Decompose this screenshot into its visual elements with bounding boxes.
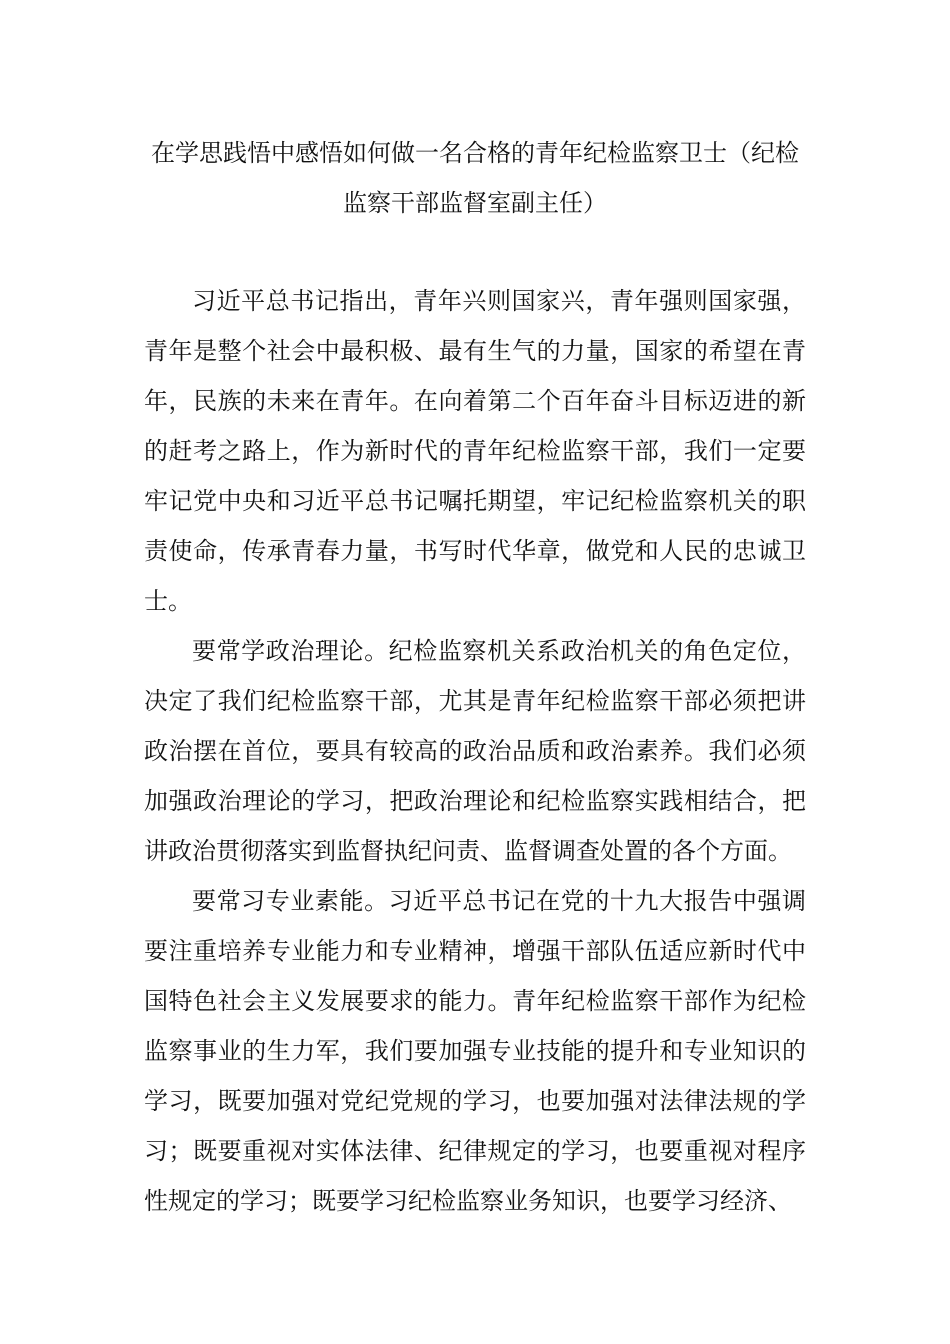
paragraph-political-theory: 要常学政治理论。纪检监察机关系政治机关的角色定位，决定了我们纪检监察干部，尤其是青年纪检监察干部必须把讲政治摆在首位，要具有较高的政治品质和政治素养。我们必须加强政治理论的学习，把政治理论和纪检监察实践相结合，把讲政治贯彻落实到监督执纪问责、监督调查处置的各个方面。: [144, 637, 806, 865]
paragraph-intro: 习近平总书记指出，青年兴则国家兴，青年强则国家强，青年是整个社会中最积极、最有生气的力量，国家的希望在青年，民族的未来在青年。在向着第二个百年奋斗目标迈进的新的赶考之路上，作为新时代的青年纪检监察干部，我们一定要牢记党中央和习近平总书记嘱托期望，牢记纪检监察机关的职责使命，传承青春力量，书写时代华章，做党和人民的忠诚卫士。: [144, 287, 806, 615]
document-title: 在学思践悟中感悟如何做一名合格的青年纪检监察卫士（纪检监察干部监督室副主任）: [151, 139, 799, 217]
document-body: [144, 276, 806, 1226]
paragraph-professional-skills: 要常习专业素能。习近平总书记在党的十九大报告中强调要注重培养专业能力和专业精神，增强干部队伍适应新时代中国特色社会主义发展要求的能力。青年纪检监察干部作为纪检监察事业的生力军，我们要加强专业技能的提升和专业知识的学习，既要加强对党纪党规的学习，也要加强对法律法规的学习；既要重视对实体法律、纪律规定的学习，也要重视对程序性规定的学习；既要学习纪检监察业务知识，也要学习经济、: [144, 887, 806, 1215]
